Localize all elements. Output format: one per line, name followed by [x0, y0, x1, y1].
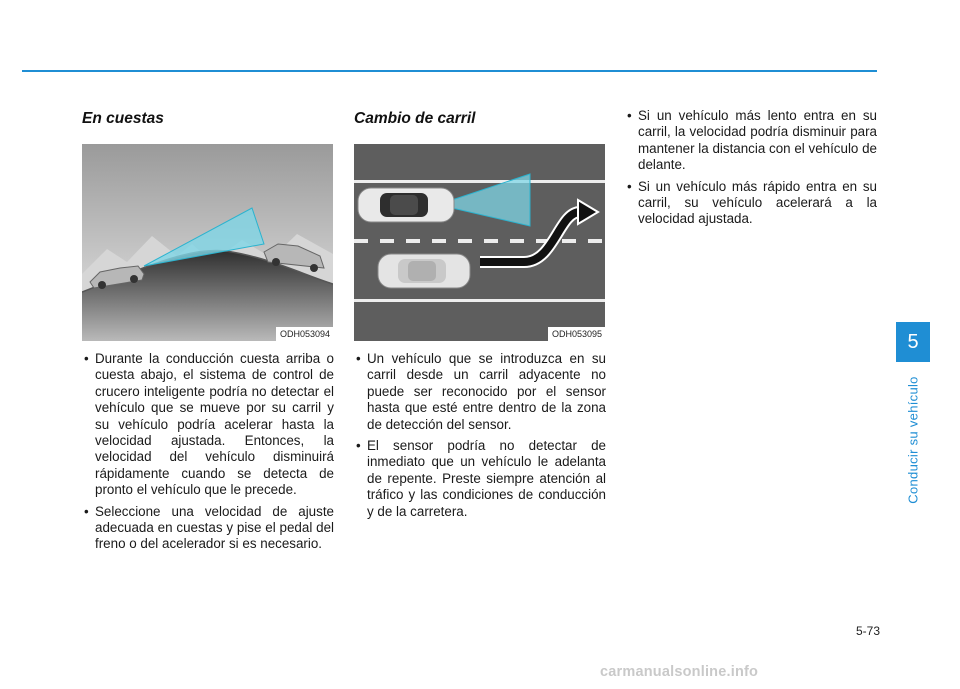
chapter-title: Conducir su vehículo	[905, 376, 921, 504]
figure-hills	[82, 144, 333, 341]
page-number: 5-73	[855, 624, 880, 638]
figure-code: ODH053095	[548, 327, 605, 341]
chapter-number-tab: 5	[896, 322, 930, 362]
header-rule	[22, 70, 877, 72]
section-hills	[82, 108, 334, 558]
lane-change-illustration	[354, 144, 605, 341]
bullet-list-lane-change-continued	[625, 108, 877, 228]
section-lane-change	[354, 108, 606, 525]
figure-code: ODH053094	[276, 327, 333, 341]
own-car	[358, 188, 454, 222]
hills-illustration	[82, 144, 333, 341]
list-item: • El sensor podría no detectar de inmediato que un vehículo le adelanta de repente. Preste siempre atención al tráfico y las condiciones de conducción y de la carretera.	[354, 438, 606, 520]
bullet-list-hills	[82, 351, 334, 553]
list-item: • Un vehículo que se introduzca en su carril desde un carril adyacente no puede ser reconocido por el sensor hasta que esté entre dentro de la zona de detección del sensor.	[354, 351, 606, 433]
list-item: • Durante la conducción cuesta arriba o cuesta abajo, el sistema de control de crucero inteligente podría no detectar el vehículo que se mueve por su carril y su vehículo podría acelerar hasta la velocidad ajustada. Entonces, la velocidad del vehículo disminuirá rápidamente cuando se detecta de pronto el vehículo que le precede.	[82, 351, 334, 499]
list-item: • Seleccione una velocidad de ajuste adecuada en cuestas y pise el pedal del freno o del acelerador si es necesario.	[82, 504, 334, 553]
figure-lane-change	[354, 144, 605, 341]
adjacent-car	[378, 254, 470, 288]
list-item: • Si un vehículo más rápido entra en su carril, su vehículo acelerará a la velocidad ajustada.	[625, 179, 877, 228]
section-lane-change-continued	[625, 108, 877, 233]
list-item: • Si un vehículo más lento entra en su carril, la velocidad podría disminuir para mantener la distancia con el vehículo de delante.	[625, 108, 877, 174]
bullet-list-lane-change	[354, 351, 606, 520]
watermark: carmanualsonline.info	[600, 664, 759, 680]
section-heading-lane-change: Cambio de carril	[354, 110, 476, 127]
section-heading-hills: En cuestas	[82, 110, 164, 127]
